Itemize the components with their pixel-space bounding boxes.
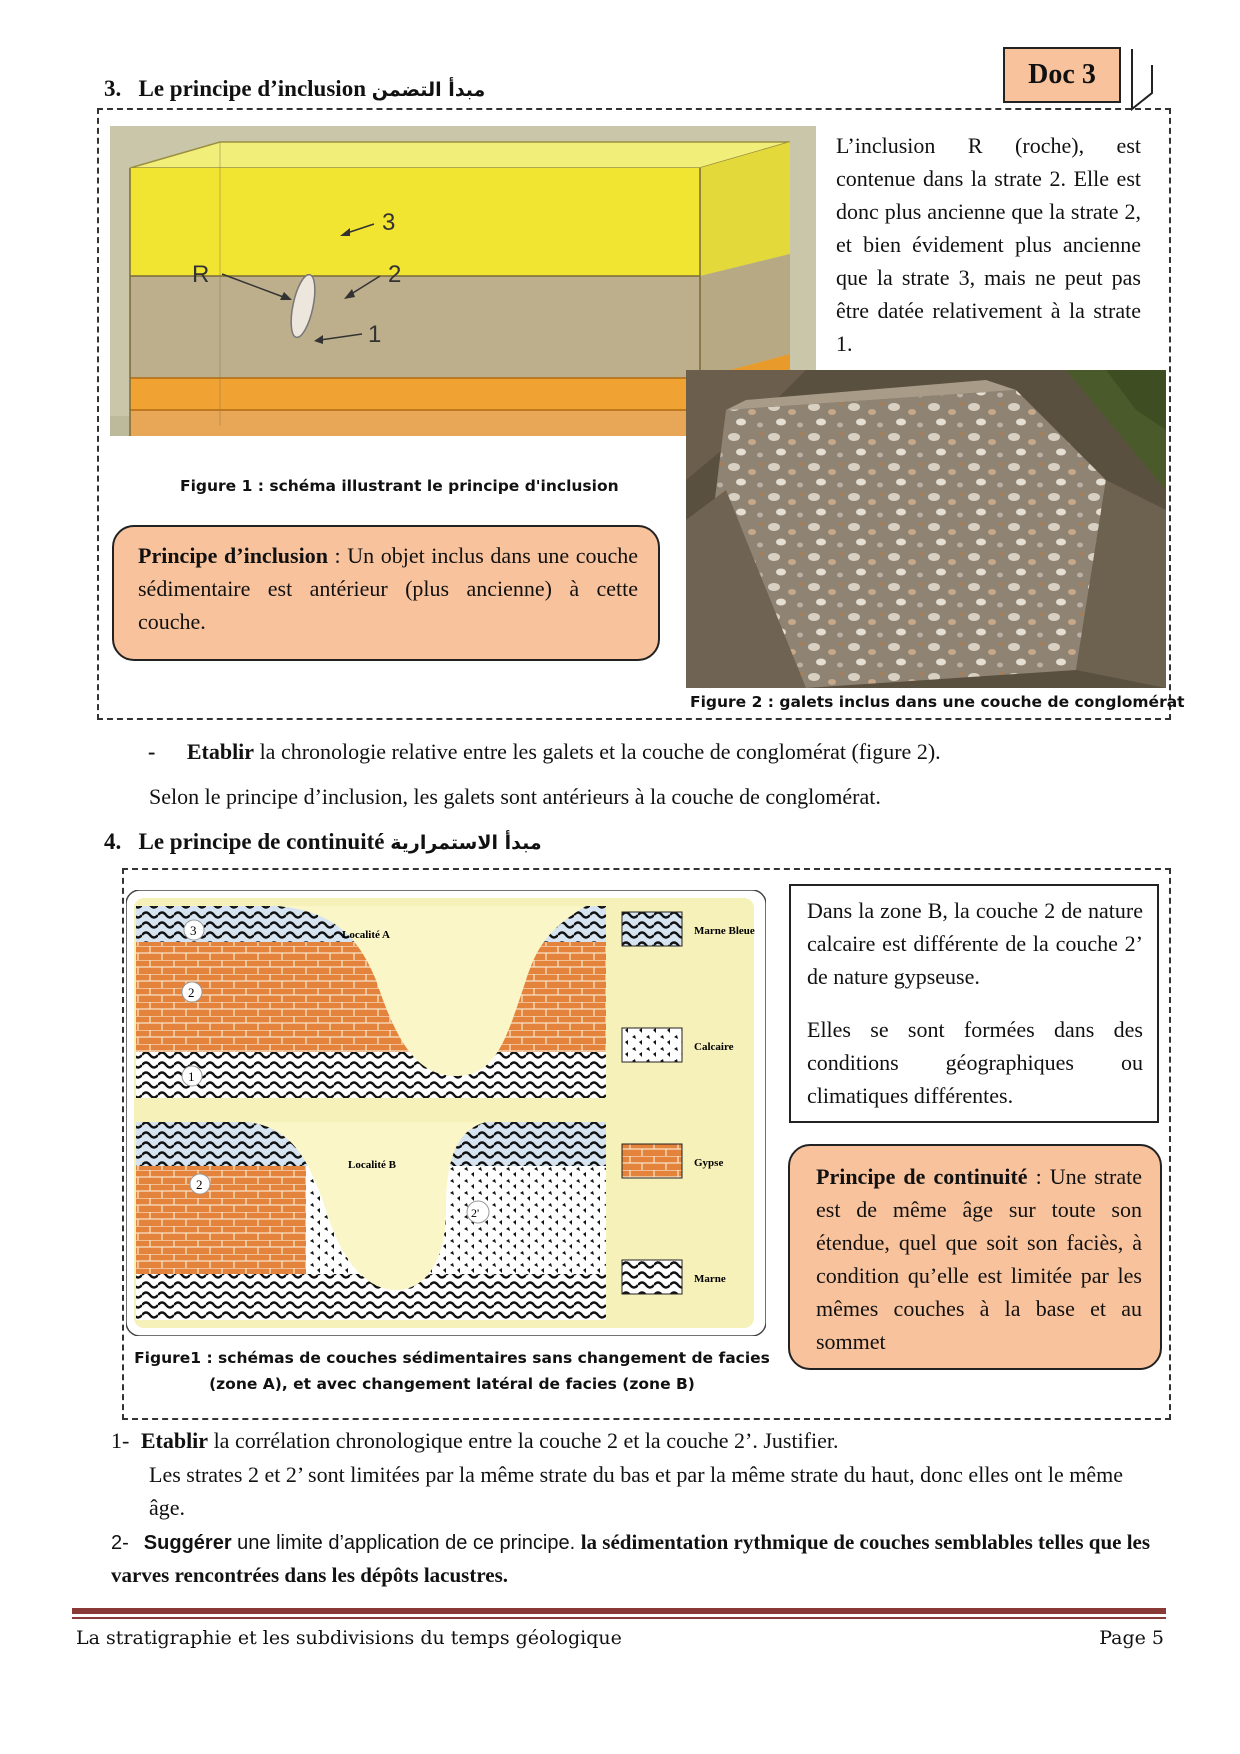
principle-continuity-box [788,1144,1162,1370]
zone-b-explanation-box [789,884,1159,1123]
legend-marne: Marne [694,1273,726,1285]
section4-title-ar: مبدأ الاستمرارية [390,832,542,854]
q2-rest: une limite d’application de ce principe. [231,1532,581,1554]
figure-continuity-caption [132,1345,772,1397]
principle-inclusion-text: : Un objet inclus dans une couche sédimentaire est antérieur (plus ancienne) à cette couche. [138,543,638,634]
q2-verb: Suggérer [143,1532,232,1554]
question-verb: Etablir [186,739,255,764]
figure1-caption: Figure 1 : schéma illustrant le principe d'inclusion [180,477,619,495]
doc-label-box [1003,47,1121,103]
section3-description: L’inclusion R (roche), est contenue dans la strate 2. Elle est donc plus ancienne que la strate 2, et bien évidement plus ancienne que la strate 3, mais ne peut pas être datée relativement à la strate 1. [836,133,1141,356]
zone-b-title: Localité B [348,1159,396,1171]
zone-a-label-3: 3 [190,923,197,938]
caption-line1: Figure1 : schémas de couches sédimentaires sans changement de facies [134,1349,770,1367]
figure1-label-1: 1 [368,321,382,348]
section4-title: Le principe de continuité [138,829,385,854]
zone-b-label-2: 2 [196,1177,203,1192]
footer-rule-thick [72,1608,1166,1614]
section4-heading [104,829,542,855]
section3-title-ar: مبدأ التضمن [371,79,486,101]
principle-inclusion-term: Principe d’inclusion [138,543,328,568]
doc-label: Doc 3 [1028,59,1096,90]
legend-gypse: Gypse [694,1157,724,1169]
figure1-label-r: R [192,261,210,288]
zone-a-title: Localité A [342,929,390,941]
explanation-para1: Dans la zone B, la couche 2 de nature calcaire est différente de la couche 2’ de nature gypseuse. [807,898,1143,989]
question1-answer: Les strates 2 et 2’ sont limitées par la même strate du bas et par la même strate du haut, donc elles ont le même âge. [149,1462,1123,1520]
principle-continuity-text: : Une strate est de même âge sur toute son étendue, quel que soit son faciès, à condition qu’elle est limitée par les mêmes couches à la base et au sommet [816,1164,1142,1354]
section3-answer: Selon le principe d’inclusion, les galets sont antérieurs à la couche de conglomérat. [149,784,881,809]
section3-heading [104,76,485,102]
question-rest: la chronologie relative entre les galets et la couche de conglomérat (figure 2). [254,739,941,764]
principle-inclusion-box [112,525,660,661]
section3-number: 3. [104,76,122,101]
q2-answer: la sédimentation rythmique de couches semblables telles que les varves rencontrées dans les dépôts lacustres. [111,1530,1151,1587]
q1-number: 1- [111,1428,130,1453]
zone-a-label-1: 1 [188,1069,195,1084]
footer-rule-thin [72,1617,1166,1619]
figure1-label-3: 3 [382,209,396,236]
principle-continuity-term: Principe de continuité [816,1164,1028,1189]
question-bullet: - [148,739,156,764]
footer-title: La stratigraphie et les subdivisions du temps géologique [76,1627,622,1649]
zone-b-label-2prime: 2' [471,1206,480,1220]
section3-question [148,735,941,768]
page-corner-icon [1128,45,1154,115]
footer-page-number: Page 5 [1099,1627,1164,1649]
figure2-conglomerate-photo [686,370,1166,688]
question1 [111,1424,838,1457]
figure-continuity-diagram [126,890,766,1336]
q1-verb: Etablir [140,1428,209,1453]
explanation-para2: Elles se sont formées dans des conditions géographiques ou climatiques différentes. [807,1017,1143,1108]
question2 [111,1526,1151,1592]
zone-a-label-2: 2 [188,985,195,1000]
figure2-caption: Figure 2 : galets inclus dans une couche de conglomérat [690,693,1185,711]
q2-number: 2- [111,1532,129,1554]
figure1-label-2: 2 [388,261,402,288]
q1-rest: la corrélation chronologique entre la couche 2 et la couche 2’. Justifier. [208,1428,839,1453]
section3-title: Le principe d’inclusion [138,76,366,101]
legend-marne-bleue: Marne Bleue [694,925,755,937]
legend-calcaire: Calcaire [694,1041,734,1053]
section4-number: 4. [104,829,122,854]
caption-line2: (zone A), et avec changement latéral de facies (zone B) [209,1375,695,1393]
